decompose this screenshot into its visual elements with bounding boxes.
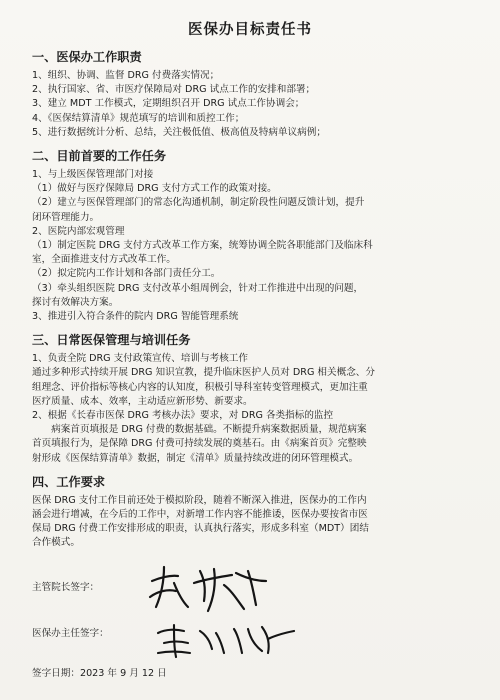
text-line: 1、与上级医保管理部门对接 — [32, 169, 154, 181]
text-line: （2）建立与医保管理部门的常态化沟通机制，制定阶段性问题反馈计划，提升 — [32, 197, 365, 209]
text-line: 3、建立 MDT 工作模式，定期组织召开 DRG 试点工作协调会； — [32, 98, 305, 110]
text-line: 通过多种形式持续开展 DRG 知识宣教，提升临床医护人员对 DRG 相关概念、分 — [32, 367, 375, 379]
text-line: 1、组织、协调、监督 DRG 付费落实情况； — [32, 70, 220, 81]
signature-area — [32, 561, 468, 671]
section-requirements — [32, 474, 468, 551]
text-line: 3、推进引入符合条件的院内 DRG 智能管理系统 — [32, 311, 239, 323]
text-line: 射形成《医保结算清单》数据，制定《清单》质量持续改进的闭环管理模式。 — [32, 452, 359, 464]
text-line: 涵会进行增减，在今后的工作中，对新增工作内容不能推诿，医保办要按省市医 — [32, 509, 368, 521]
text-line: （1）做好与医疗保障局 DRG 支付方式工作的政策对接。 — [32, 183, 277, 195]
section-priority-tasks — [32, 148, 468, 324]
section-heading: 二、目前首要的工作任务 — [32, 149, 167, 164]
text-line: 组理念、评价指标等核心内容的认知度，积极引导科室转变管理模式，更加注重 — [32, 381, 368, 393]
text-line: 医保 DRG 支付工作目前还处于模拟阶段，随着不断深入推进，医保办的工作内 — [32, 494, 367, 506]
section-heading: 三、日常医保管理与培训任务 — [32, 333, 191, 348]
document-title: 医保办目标责任书 — [188, 22, 312, 38]
director-signature-mark — [144, 561, 284, 616]
text-line: 探讨有效解决方案。 — [32, 296, 119, 308]
section-heading: 四、工作要求 — [32, 474, 106, 489]
text-line: 室，全面推进支付方式改革工作。 — [32, 254, 176, 266]
text-line: 4、《医保结算清单》规范填写的培训和质控工作； — [32, 112, 245, 124]
text-line: （3）牵头组织医院 DRG 支付改革小组周例会，针对工作推进中出现的问题， — [32, 282, 364, 294]
text-line: 合作模式。 — [32, 537, 80, 549]
text-line: 2、根据《长春市医保 DRG 考核办法》要求，对 DRG 各类指标的监控 — [32, 410, 334, 422]
text-line: 病案首页填报是 DRG 付费的数据基础。不断提升病案数据质量，规范病案 — [32, 424, 367, 436]
text-line: （2）拟定院内工作计划和各部门责任分工。 — [32, 268, 221, 280]
section-daily-management — [32, 332, 468, 466]
text-line: 闭环管理能力。 — [32, 211, 100, 223]
text-line: 保局 DRG 付费工作安排形成的职责，认真执行落实，形成多科室（MDT）团结 — [32, 523, 369, 535]
section-heading: 一、医保办工作职责 — [32, 50, 142, 64]
text-line: （1）制定医院 DRG 支付方式改革工作方案，统筹协调全院各职能部门及临床科 — [32, 240, 373, 252]
text-line: 医疗质量、成本、效率，主动适应新形势、新要求。 — [32, 395, 253, 407]
text-line: 2、执行国家、省、市医疗保障局对 DRG 试点工作的安排和部署； — [32, 84, 316, 96]
office-signature-label: 医保办主任签字： — [32, 627, 109, 639]
office-signature-mark — [150, 613, 300, 665]
director-signature-label: 主管院长签字： — [32, 581, 100, 593]
text-line: 首页填报行为，是保障 DRG 付费可持续发展的奠基石。由《病案首页》完整映 — [32, 438, 367, 450]
text-line: 1、负责全院 DRG 支付政策宣传、培训与考核工作 — [32, 353, 248, 365]
section-duties — [32, 49, 468, 140]
text-line: 2、医院内部宏观管理 — [32, 225, 125, 237]
text-line: 5、进行数据统计分析、总结，关注极低值、极高值及特病单议病例； — [32, 126, 326, 138]
signature-date: 签字日期：2023 年 9 月 12 日 — [32, 668, 167, 679]
